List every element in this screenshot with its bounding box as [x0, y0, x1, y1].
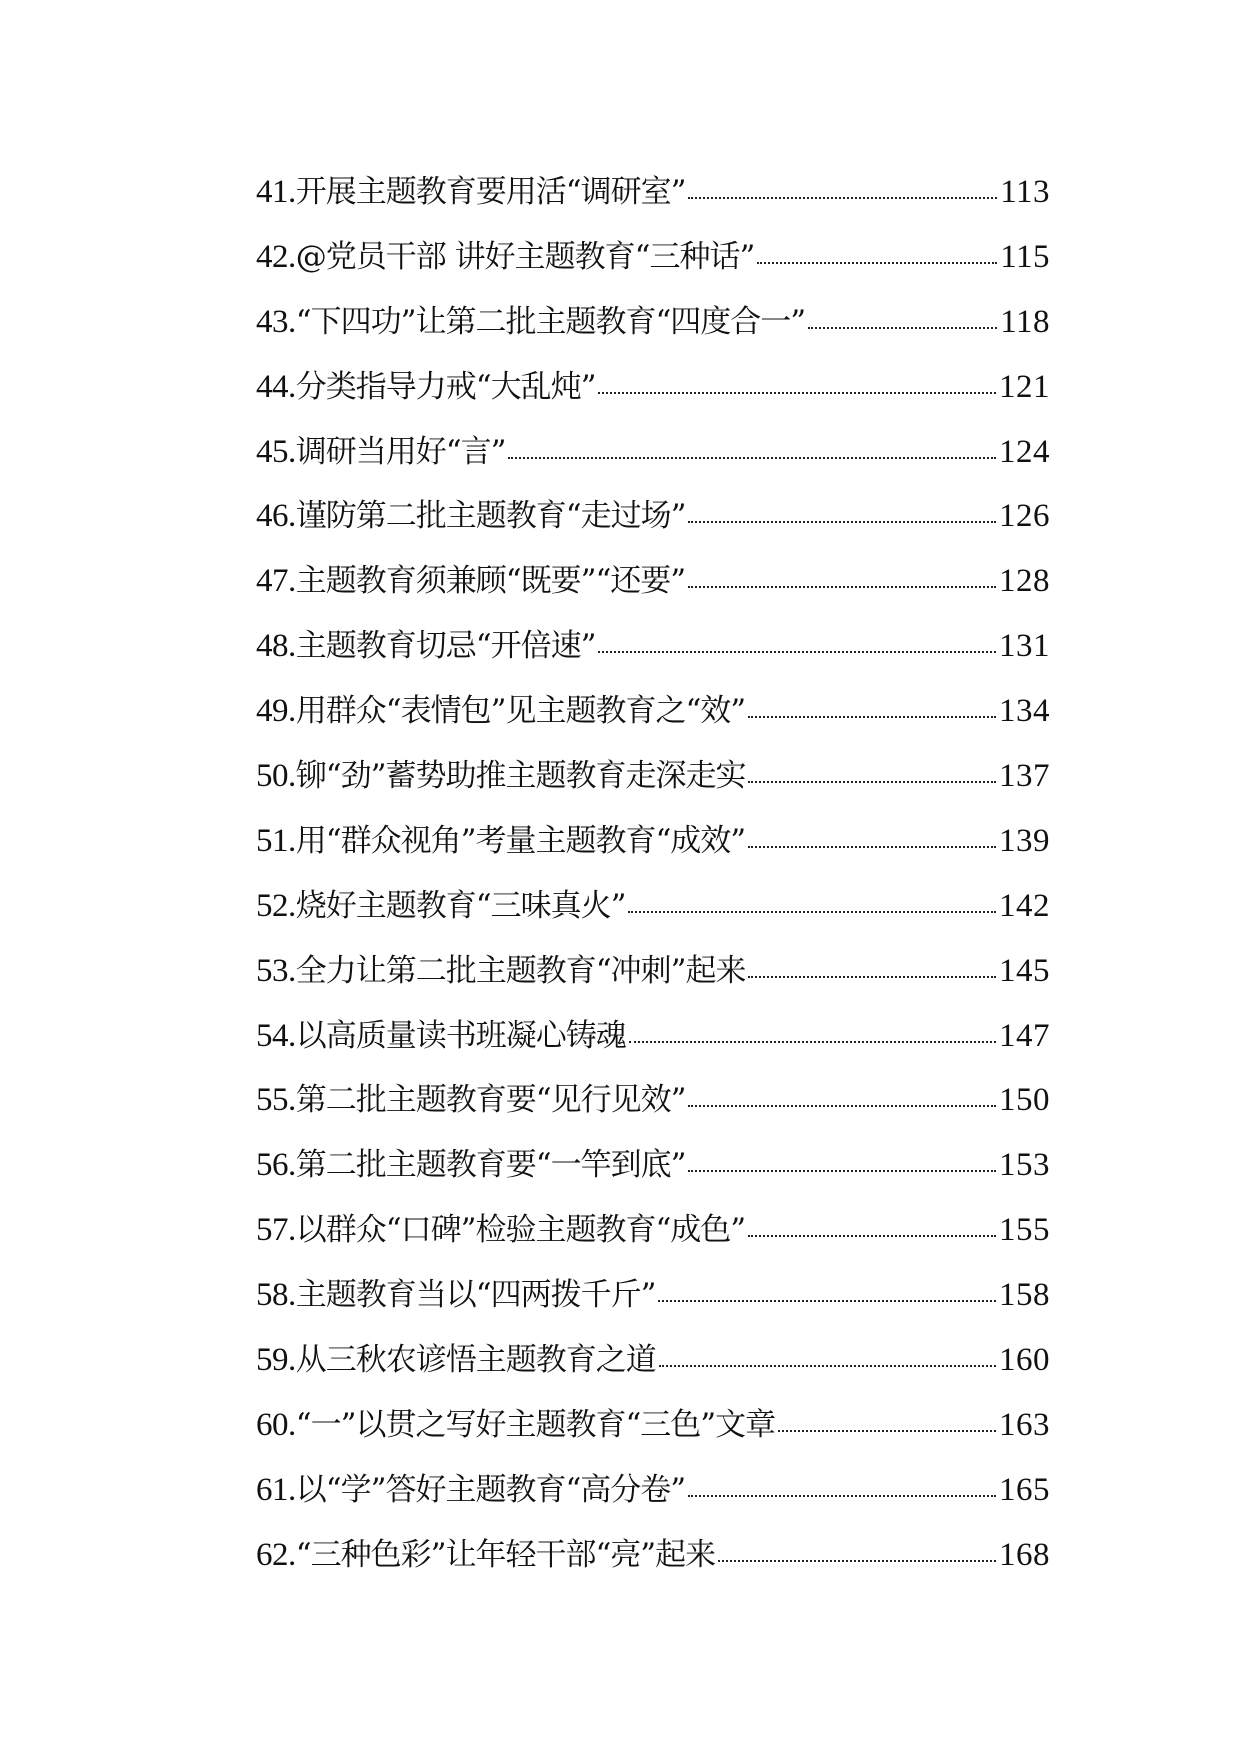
- dot-leader: [748, 846, 996, 848]
- toc-entry[interactable]: [256, 1204, 1050, 1269]
- dot-leader: [688, 586, 996, 588]
- toc-entry[interactable]: [256, 1269, 1050, 1334]
- toc-entry-number: 57.: [256, 1212, 296, 1249]
- toc-entry-title: 第二批主题教育要“一竿到底”: [295, 1147, 686, 1184]
- toc-entry-page-number: 139: [999, 822, 1050, 859]
- dot-leader: [659, 1365, 996, 1367]
- toc-entry[interactable]: [256, 296, 1050, 361]
- toc-entry-number: 59.: [256, 1342, 296, 1379]
- toc-entry[interactable]: [256, 1399, 1050, 1464]
- toc-entry-number: 51.: [256, 822, 296, 859]
- toc-entry-page-number: 121: [999, 368, 1050, 405]
- toc-entry-number: 56.: [256, 1147, 296, 1184]
- dot-leader: [628, 911, 996, 913]
- toc-entry-title: @党员干部 讲好主题教育“三种话”: [295, 238, 755, 275]
- toc-entry-title: 第二批主题教育要“见行见效”: [295, 1082, 686, 1119]
- toc-entry-number: 43.: [256, 303, 296, 340]
- toc-entry-number: 48.: [256, 628, 296, 665]
- toc-entry-page-number: 163: [999, 1406, 1050, 1443]
- toc-entry[interactable]: [256, 1464, 1050, 1529]
- toc-entry-page-number: 145: [999, 952, 1050, 989]
- toc-entry-page-number: 118: [1000, 303, 1050, 340]
- toc-entry-number: 62.: [256, 1536, 296, 1573]
- toc-entry-number: 45.: [256, 433, 296, 470]
- dot-leader: [688, 1170, 996, 1172]
- toc-entry-number: 46.: [256, 498, 296, 535]
- toc-entry-title: “三种色彩”让年轻干部“亮”起来: [295, 1536, 716, 1573]
- toc-entry-page-number: 124: [999, 433, 1050, 470]
- toc-entry-number: 53.: [256, 952, 296, 989]
- toc-entry-number: 42.: [256, 238, 296, 275]
- toc-entry-page-number: 153: [999, 1147, 1050, 1184]
- toc-entry-title: 以“学”答好主题教育“高分卷”: [295, 1471, 686, 1508]
- toc-entry-number: 58.: [256, 1277, 296, 1314]
- toc-entry-number: 41.: [256, 174, 296, 210]
- toc-entry[interactable]: [256, 1529, 1050, 1594]
- toc-entry-page-number: 158: [999, 1277, 1050, 1314]
- toc-entry-title: 主题教育须兼顾“既要”“还要”: [295, 563, 686, 600]
- toc-entry[interactable]: [256, 490, 1050, 555]
- toc-entry-page-number: 165: [999, 1471, 1050, 1508]
- toc-entry-title: 主题教育切忌“开倍速”: [295, 628, 596, 665]
- dot-leader: [718, 1560, 996, 1562]
- toc-entry-title: 用“群众视角”考量主题教育“成效”: [295, 822, 746, 859]
- dot-leader: [748, 781, 996, 783]
- toc-entry-title: 烧好主题教育“三味真火”: [295, 887, 626, 924]
- toc-entry-title: 谨防第二批主题教育“走过场”: [295, 498, 686, 535]
- toc-entry-page-number: 113: [1000, 174, 1050, 210]
- toc-entry[interactable]: [256, 1334, 1050, 1399]
- toc-entry-number: 52.: [256, 887, 296, 924]
- toc-entry-page-number: 155: [999, 1212, 1050, 1249]
- toc-entry-number: 50.: [256, 758, 296, 795]
- toc-entry-title: 铆“劲”蓄势助推主题教育走深走实: [295, 758, 746, 795]
- toc-entry[interactable]: [256, 166, 1050, 231]
- toc-entry[interactable]: [256, 1139, 1050, 1204]
- toc-entry[interactable]: [256, 750, 1050, 815]
- dot-leader: [629, 1041, 996, 1043]
- toc-entry-title: “一”以贯之写好主题教育“三色”文章: [295, 1406, 776, 1443]
- toc-entry[interactable]: [256, 620, 1050, 685]
- toc-entry-number: 44.: [256, 368, 296, 405]
- dot-leader: [688, 521, 996, 523]
- toc-entry-number: 49.: [256, 693, 296, 730]
- toc-entry[interactable]: [256, 555, 1050, 620]
- toc-entry-page-number: 115: [1000, 238, 1050, 275]
- toc-entry[interactable]: [256, 945, 1050, 1010]
- toc-entry[interactable]: [256, 880, 1050, 945]
- table-of-contents: [256, 166, 1050, 1594]
- toc-entry[interactable]: [256, 1010, 1050, 1075]
- toc-entry-page-number: 150: [999, 1082, 1050, 1119]
- toc-entry-title: “下四功”让第二批主题教育“四度合一”: [295, 303, 806, 340]
- toc-entry-page-number: 137: [999, 758, 1050, 795]
- dot-leader: [508, 457, 996, 459]
- toc-entry-page-number: 142: [999, 887, 1050, 924]
- dot-leader: [748, 976, 996, 978]
- dot-leader: [688, 197, 997, 199]
- toc-entry-number: 60.: [256, 1406, 296, 1443]
- toc-entry[interactable]: [256, 1074, 1050, 1139]
- toc-entry-title: 从三秋农谚悟主题教育之道: [295, 1342, 656, 1379]
- toc-entry-title: 用群众“表情包”见主题教育之“效”: [295, 693, 746, 730]
- toc-entry-title: 全力让第二批主题教育“冲刺”起来: [295, 952, 746, 989]
- toc-entry[interactable]: [256, 426, 1050, 491]
- dot-leader: [598, 651, 996, 653]
- toc-entry-number: 55.: [256, 1082, 296, 1119]
- toc-entry-title: 开展主题教育要用活“调研室”: [295, 174, 686, 210]
- toc-entry-page-number: 131: [999, 628, 1050, 665]
- dot-leader: [688, 1495, 996, 1497]
- toc-entry-page-number: 128: [999, 563, 1050, 600]
- toc-entry-page-number: 160: [999, 1342, 1050, 1379]
- toc-entry-page-number: 126: [999, 498, 1050, 535]
- toc-entry[interactable]: [256, 361, 1050, 426]
- toc-entry[interactable]: [256, 815, 1050, 880]
- dot-leader: [757, 262, 997, 264]
- dot-leader: [808, 327, 997, 329]
- toc-entry-page-number: 168: [999, 1536, 1050, 1573]
- toc-entry-title: 调研当用好“言”: [295, 433, 506, 470]
- dot-leader: [598, 392, 996, 394]
- toc-entry-number: 47.: [256, 563, 296, 600]
- toc-entry-title: 主题教育当以“四两拨千斤”: [295, 1277, 656, 1314]
- toc-entry[interactable]: [256, 231, 1050, 296]
- toc-entry-title: 分类指导力戒“大乱炖”: [295, 368, 596, 405]
- toc-entry-title: 以群众“口碑”检验主题教育“成色”: [295, 1212, 746, 1249]
- dot-leader: [778, 1430, 996, 1432]
- dot-leader: [688, 1105, 996, 1107]
- toc-entry-number: 54.: [256, 1017, 296, 1054]
- dot-leader: [658, 1300, 996, 1302]
- toc-entry-title: 以高质量读书班凝心铸魂: [295, 1017, 626, 1054]
- dot-leader: [748, 716, 996, 718]
- dot-leader: [748, 1235, 996, 1237]
- toc-entry-number: 61.: [256, 1471, 296, 1508]
- toc-entry[interactable]: [256, 685, 1050, 750]
- toc-entry-page-number: 134: [999, 693, 1050, 730]
- toc-entry-page-number: 147: [999, 1017, 1050, 1054]
